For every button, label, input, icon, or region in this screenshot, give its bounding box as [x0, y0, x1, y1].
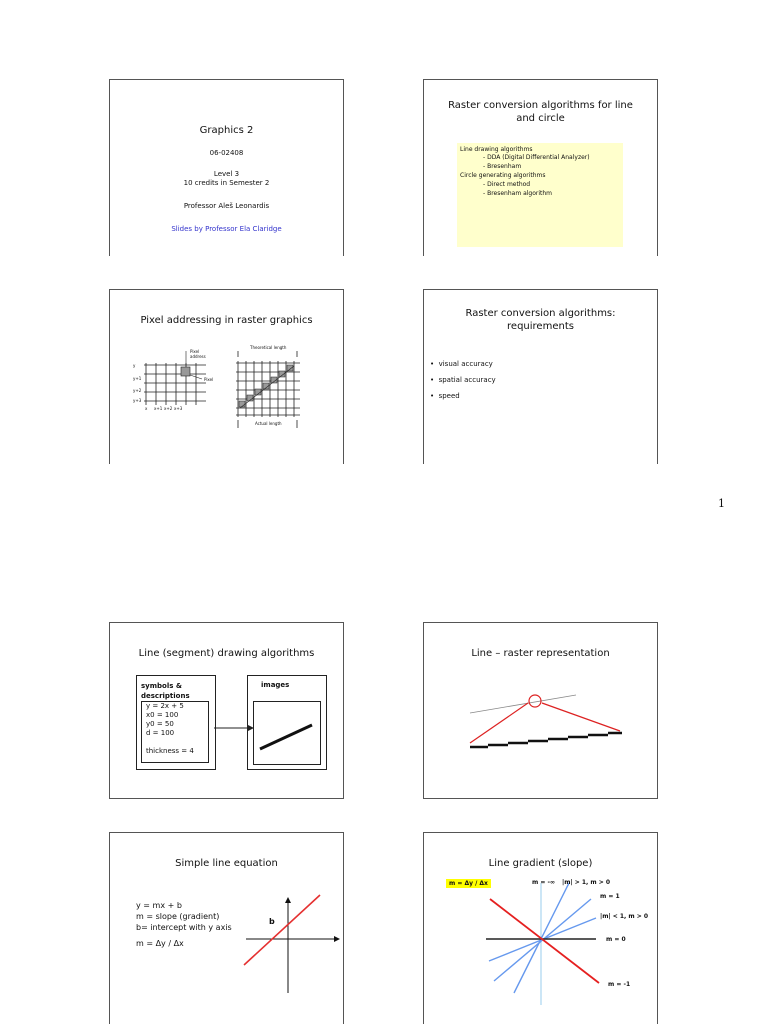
- images-box: [247, 675, 327, 770]
- equation-line: b= intercept with y axis: [136, 923, 232, 932]
- raster-line-diagram: [424, 623, 659, 800]
- symbol-line: thickness = 4: [146, 747, 194, 755]
- topic-heading: Line drawing algorithms: [460, 146, 533, 153]
- label-m-0: m = 0: [606, 936, 626, 943]
- bullet-item: • visual accuracy: [430, 360, 493, 368]
- symbols-box: [136, 675, 216, 770]
- topic-item: - Direct method: [483, 181, 531, 188]
- slide-title-line-2: and circle: [516, 113, 565, 124]
- label-m-infinity: m = -∞: [532, 879, 555, 886]
- actual-length-label: Actual length: [255, 421, 282, 426]
- y-axis-label: y: [133, 363, 136, 368]
- symbols-heading-line: symbols &: [141, 682, 182, 690]
- equation-line: m = Δy / Δx: [136, 939, 184, 948]
- x-axis-label: x: [145, 406, 148, 411]
- x-axis-label: x+2: [164, 406, 173, 411]
- intercept-label: b: [269, 917, 275, 926]
- slide-line-gradient: [423, 832, 658, 1024]
- slide-simple-line-equation: [109, 832, 344, 1024]
- thick-line-image: [254, 702, 320, 764]
- symbol-line: d = 100: [146, 729, 175, 737]
- label-m-gt-1: |m| > 1, m > 0: [562, 879, 611, 886]
- slide-title: Line – raster representation: [471, 648, 610, 659]
- slide-title-line-1: Raster conversion algorithms for line: [448, 100, 633, 111]
- bullet-text: spatial accuracy: [438, 376, 496, 384]
- y-axis-label: y+1: [133, 376, 142, 381]
- y-axis-label: y+2: [133, 388, 142, 393]
- gradient-diagram: [424, 833, 659, 1025]
- bullet-text: speed: [438, 392, 460, 400]
- line-length-diagram: [234, 348, 304, 430]
- professor-name: Professor Aleš Leonardis: [183, 202, 270, 210]
- equation-line: y = mx + b: [136, 901, 182, 910]
- image-frame: [253, 701, 321, 765]
- topic-item: - Bresenham: [483, 163, 522, 170]
- symbol-line: x0 = 100: [146, 711, 179, 719]
- slide-pixel-addressing: [109, 289, 344, 464]
- slide-title: Simple line equation: [175, 858, 278, 869]
- slide-title-line-1: Raster conversion algorithms:: [465, 308, 616, 319]
- topic-item: - DDA (Digital Differential Analyzer): [483, 154, 590, 161]
- topic-item: - Bresenham algorithm: [483, 190, 553, 197]
- bullet-text: visual accuracy: [438, 360, 493, 368]
- label-m-neg-1: m = -1: [608, 981, 631, 988]
- slide-line-drawing-algorithms: [109, 622, 344, 799]
- gradient-formula: m = Δy / Δx: [446, 879, 491, 888]
- slide-title: Graphics 2: [199, 125, 254, 136]
- slide-requirements: [423, 289, 658, 464]
- course-code: 06-02408: [209, 149, 244, 157]
- symbol-line: y0 = 50: [146, 720, 174, 728]
- slide-title: Line gradient (slope): [488, 858, 593, 869]
- slide-title: Pixel addressing in raster graphics: [140, 315, 313, 326]
- label-m-1: m = 1: [600, 893, 620, 900]
- symbols-heading-line: descriptions: [141, 692, 190, 700]
- slide-title-line-2: requirements: [507, 321, 574, 332]
- pixel-address-label: Pixel address: [190, 349, 206, 359]
- slide-title: Line (segment) drawing algorithms: [138, 648, 315, 659]
- equation-line: m = slope (gradient): [136, 912, 220, 921]
- page-number: 1: [718, 497, 725, 510]
- pixel-label: Pixel: [204, 377, 214, 382]
- x-axis-label: x+3: [174, 406, 183, 411]
- symbol-line: y = 2x + 5: [146, 702, 184, 710]
- slide-graphics-2: [109, 79, 344, 256]
- y-axis-label: y+3: [133, 398, 142, 403]
- bullet-item: • speed: [430, 392, 460, 400]
- line-equation-graph: [110, 833, 345, 1025]
- symbols-list: [141, 701, 209, 763]
- slide-line-raster-representation: [423, 622, 658, 799]
- x-axis-label: x+1: [154, 406, 163, 411]
- label-m-lt-1: |m| < 1, m > 0: [600, 913, 649, 920]
- bullet-item: • spatial accuracy: [430, 376, 496, 384]
- course-credits: 10 credits in Semester 2: [183, 179, 270, 187]
- images-heading: images: [261, 681, 290, 689]
- topics-box: [457, 143, 623, 247]
- slide-raster-conversion-overview: [423, 79, 658, 256]
- topic-heading: Circle generating algorithms: [460, 172, 546, 179]
- symbol-line: [146, 738, 208, 747]
- theoretical-length-label: Theoretical length: [250, 345, 287, 350]
- slides-by: Slides by Professor Ela Claridge: [171, 225, 282, 233]
- symbols-heading: [141, 681, 190, 701]
- course-level: Level 3: [213, 170, 240, 178]
